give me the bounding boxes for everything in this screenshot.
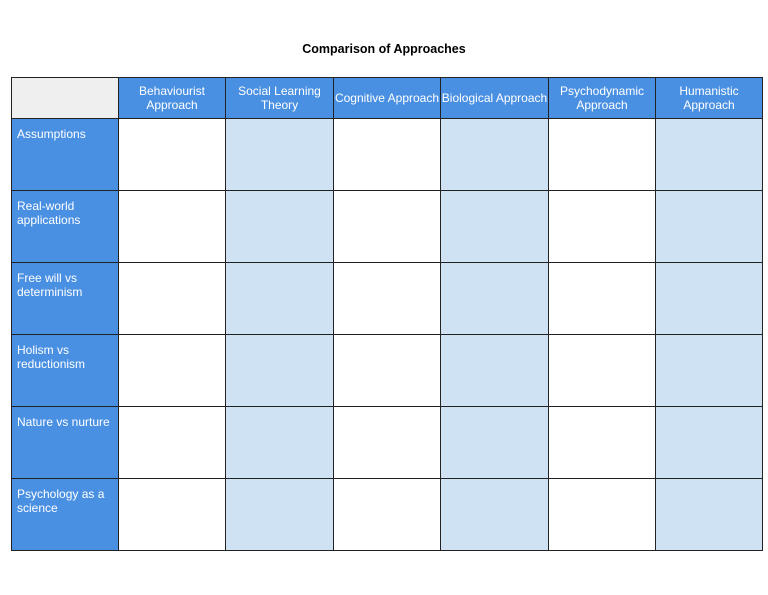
row-header-nature-nurture: Nature vs nurture [12, 407, 119, 479]
table-cell[interactable] [226, 191, 334, 263]
column-header-psychodynamic: Psychodynamic Approach [549, 78, 656, 119]
table-row [12, 263, 763, 335]
table-cell[interactable] [549, 335, 656, 407]
table-cell[interactable] [119, 407, 226, 479]
table-cell[interactable] [119, 263, 226, 335]
table-cell[interactable] [226, 263, 334, 335]
table-cell[interactable] [226, 479, 334, 551]
table-cell[interactable] [441, 263, 549, 335]
table-cell[interactable] [656, 191, 763, 263]
row-header-psychology-science: Psychology as a science [12, 479, 119, 551]
table-cell[interactable] [656, 479, 763, 551]
table-cell[interactable] [334, 191, 441, 263]
column-header-social-learning: Social Learning Theory [226, 78, 334, 119]
table-cell[interactable] [549, 191, 656, 263]
row-header-holism: Holism vs reductionism [12, 335, 119, 407]
table-cell[interactable] [119, 479, 226, 551]
table-cell[interactable] [119, 335, 226, 407]
table-row [12, 119, 763, 191]
table-cell[interactable] [549, 119, 656, 191]
column-header-humanistic: Humanistic Approach [656, 78, 763, 119]
column-header-biological: Biological Approach [441, 78, 549, 119]
table-cell[interactable] [656, 263, 763, 335]
table-row [12, 479, 763, 551]
table-cell[interactable] [334, 263, 441, 335]
header-row [12, 78, 763, 119]
table-cell[interactable] [226, 119, 334, 191]
table-cell[interactable] [549, 263, 656, 335]
table-cell[interactable] [656, 335, 763, 407]
table-cell[interactable] [549, 407, 656, 479]
table-row [12, 335, 763, 407]
comparison-table [11, 77, 763, 551]
row-header-real-world-applications: Real-world applications [12, 191, 119, 263]
table-row [12, 407, 763, 479]
table-cell[interactable] [441, 191, 549, 263]
table-cell[interactable] [441, 407, 549, 479]
column-header-behaviourist: Behaviourist Approach [119, 78, 226, 119]
column-header-cognitive: Cognitive Approach [334, 78, 441, 119]
table-cell[interactable] [656, 407, 763, 479]
table-cell[interactable] [334, 479, 441, 551]
table-row [12, 191, 763, 263]
table-cell[interactable] [334, 407, 441, 479]
row-header-free-will: Free will vs determinism [12, 263, 119, 335]
table-cell[interactable] [334, 119, 441, 191]
table-cell[interactable] [441, 335, 549, 407]
table-cell[interactable] [226, 407, 334, 479]
table-cell[interactable] [119, 119, 226, 191]
table-cell[interactable] [441, 119, 549, 191]
table-cell[interactable] [119, 191, 226, 263]
table-cell[interactable] [334, 335, 441, 407]
table-cell[interactable] [441, 479, 549, 551]
table-cell[interactable] [549, 479, 656, 551]
table-cell[interactable] [656, 119, 763, 191]
row-header-assumptions: Assumptions [12, 119, 119, 191]
table-cell[interactable] [226, 335, 334, 407]
page-title: Comparison of Approaches [302, 42, 466, 56]
corner-cell [12, 78, 119, 119]
